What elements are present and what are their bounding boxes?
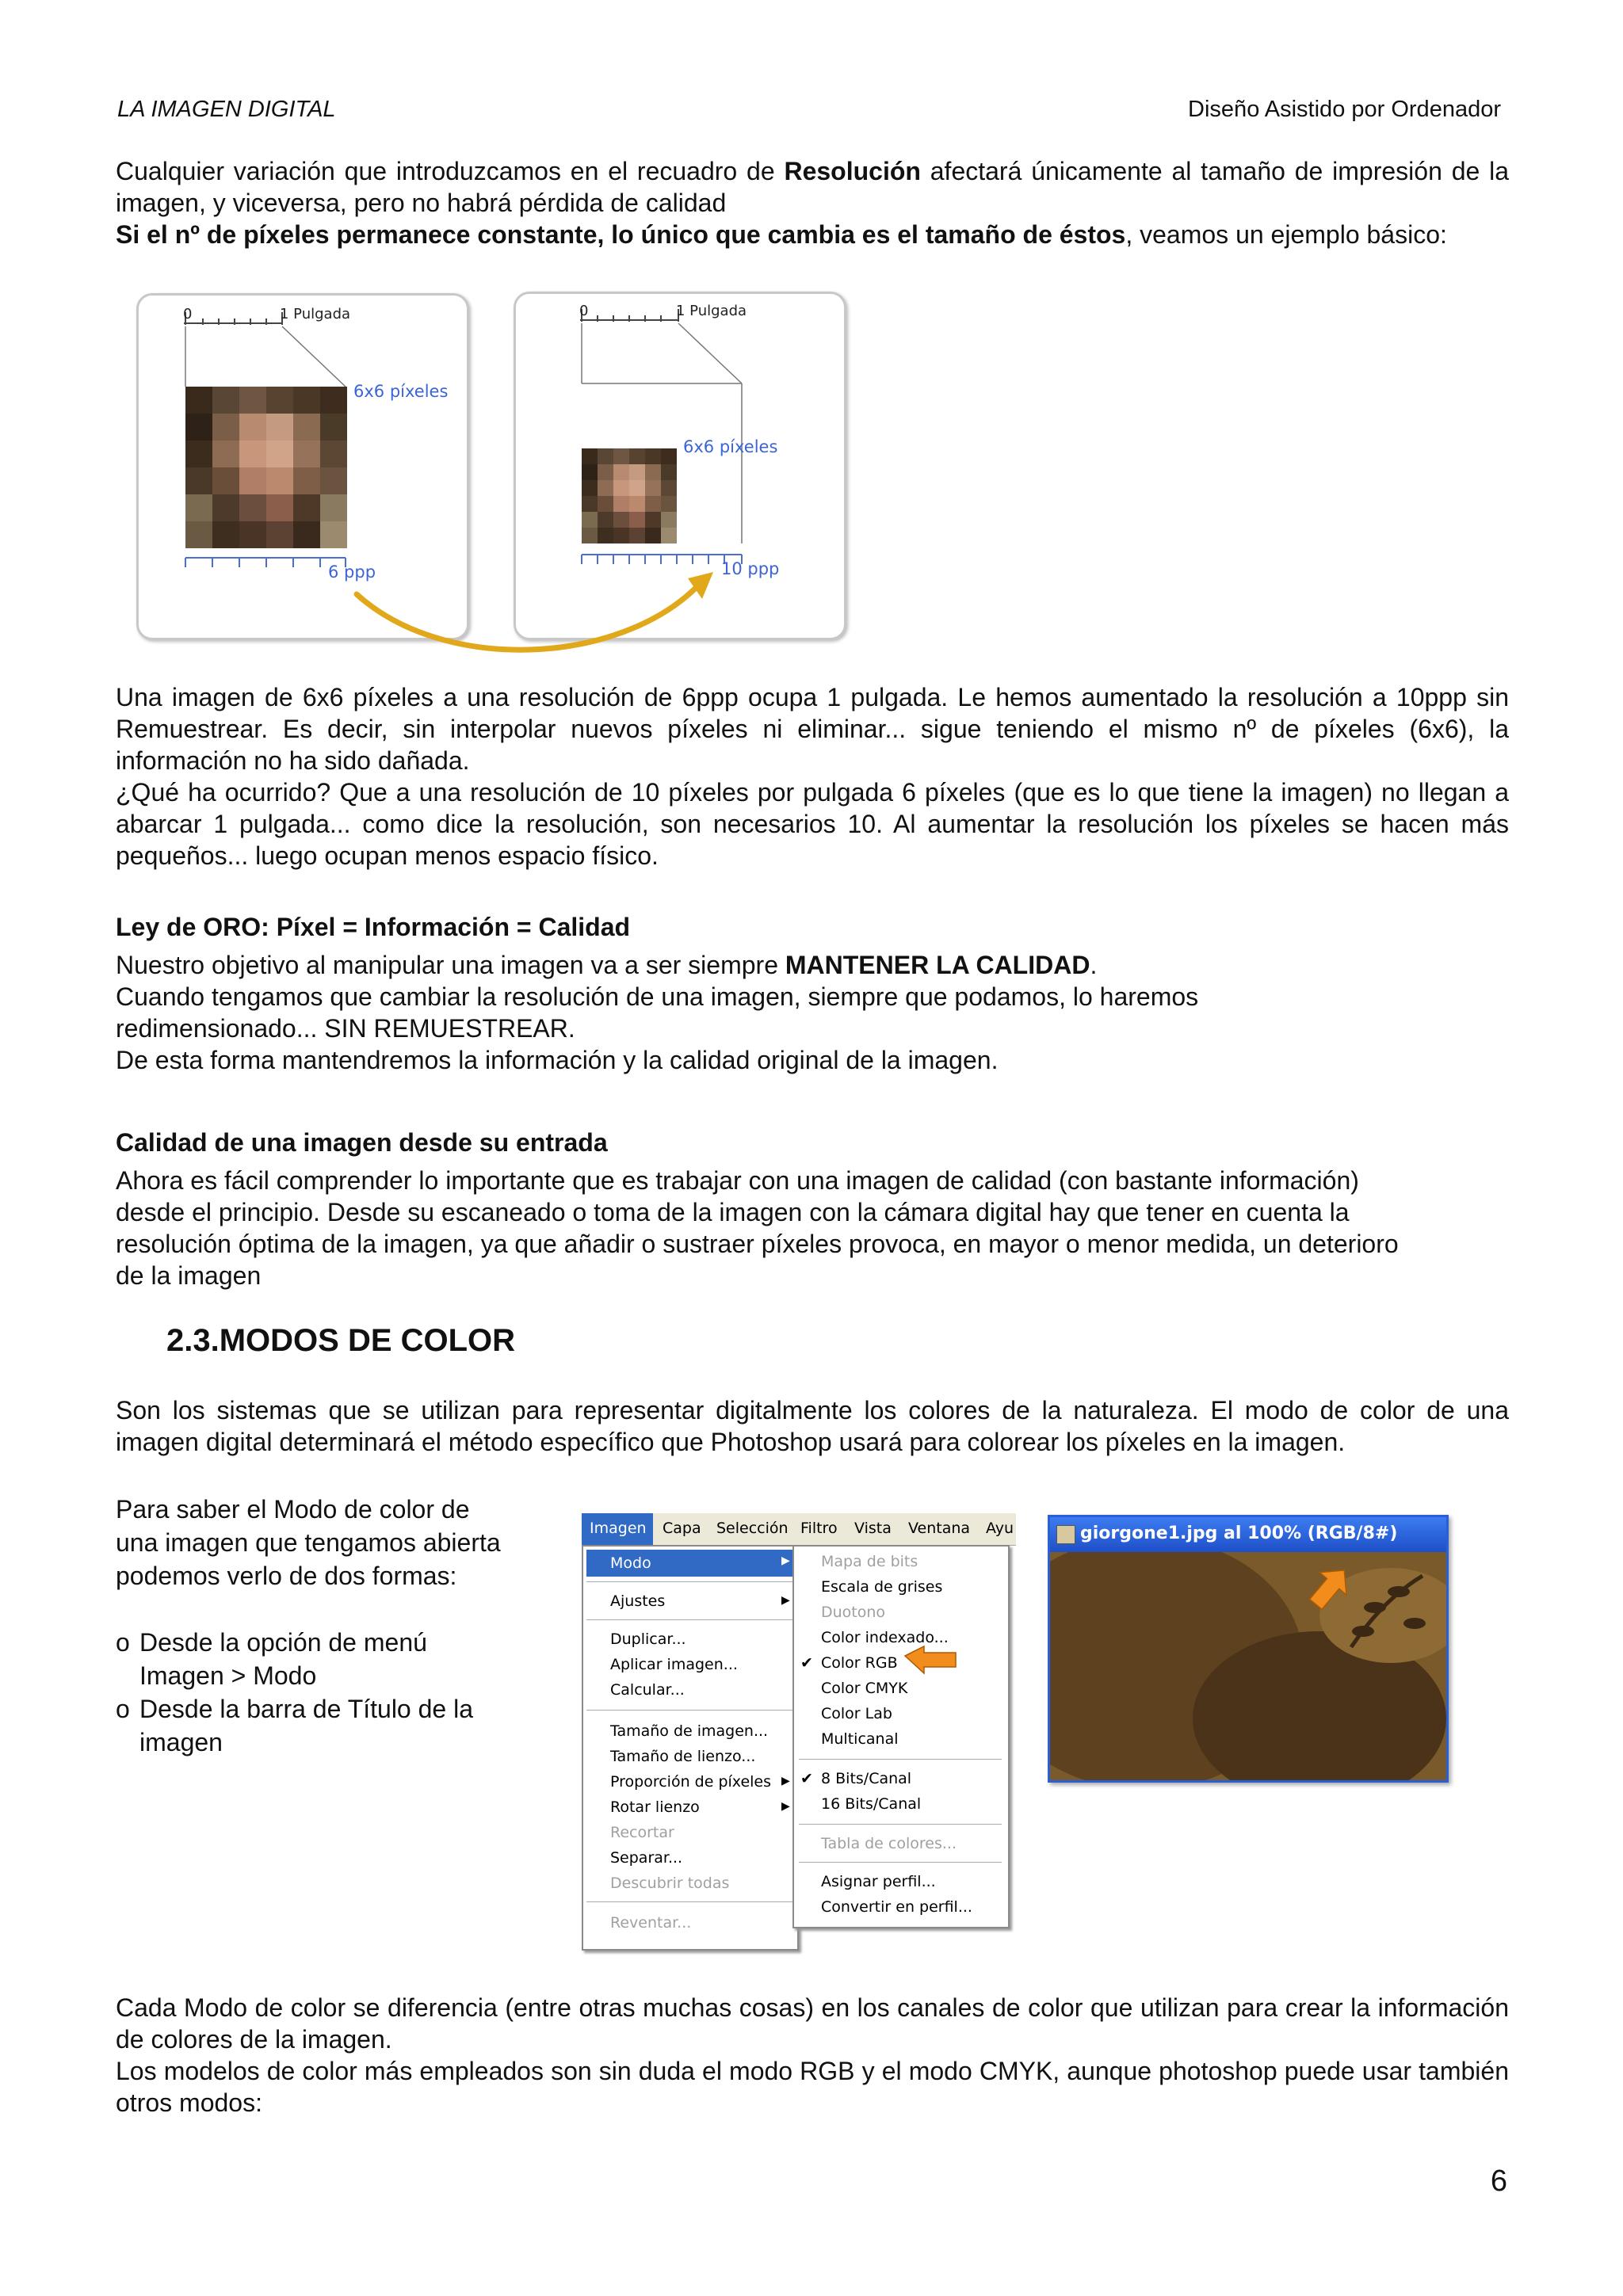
pixel-grid-small [582,448,677,543]
menu-item-modo[interactable]: Modo [610,1554,651,1572]
calidad-heading: Calidad de una imagen desde su entrada [116,1128,608,1157]
intro-paragraph-1: Cualquier variación que introduzcamos en el recuadro de Resolución afectará únicamente al tamaño de impresión de la imagen, y viceversa, pero no habrá pérdida de calidad [116,157,1510,217]
pixel-grid-large [185,387,347,548]
calidad-line-1: Ahora es fácil comprender lo importante que es trabajar con una imagen de calidad (con bastante información) [116,1166,1359,1195]
menu-item-recortar[interactable]: Recortar [610,1824,674,1841]
section-intro-paragraph: Son los sistemas que se utilizan para representar digitalmente los colores de la naturaleza. El modo de color de una imagen digital determinará el método específico que Photoshop usará para colorear los píxeles en la imagen. [116,1396,1509,1456]
ley-oro-line-4: De esta forma mantendremos la información y la calidad original de la imagen. [116,1046,999,1074]
how-to-line-3: podemos verlo de dos formas: [116,1562,457,1590]
ley-oro-line-1: Nuestro objetivo al manipular una imagen va a ser siempre MANTENER LA CALIDAD. [116,951,1098,979]
pixels-label-left: 6x6 píxeles [353,382,449,401]
ruler-start-right: 0 [579,303,589,319]
header-left: LA IMAGEN DIGITAL [117,97,336,122]
submenu-arrow-icon: ▶ [781,1554,790,1567]
image-menu-dropdown [582,1545,799,1951]
resolution-label-left: 6 ppp [328,563,376,582]
ley-oro-line-3: redimensionado... SIN REMUESTREAR. [116,1014,575,1043]
calidad-section [116,1127,1509,1291]
ley-oro-heading: Ley de ORO: Píxel = Información = Calidad [116,913,631,941]
ruler-top-right [580,309,678,322]
submenu-item-mapa-bits[interactable]: Mapa de bits [821,1553,918,1570]
calidad-line-3: resolución óptima de la imagen, ya que añadir o sustraer píxeles provoca, en mayor o menor medida, un deterioro [116,1230,1399,1258]
explanation-paragraph-1: Una imagen de 6x6 píxeles a una resolución de 6ppp ocupa 1 pulgada. Le hemos aumentado la resolución a 10ppp sin Remuestrear. Es decir, sin interpolar nuevos píxeles ni eliminar... sigue teniendo el mismo nº de píxeles (6x6), la información no ha sido dañada. [116,683,1509,775]
page-number: 6 [1490,2164,1507,2198]
ruler-end-left: 1 Pulgada [280,306,351,322]
menu-imagen[interactable]: Imagen [590,1520,647,1537]
submenu-item-duotono[interactable]: Duotono [821,1604,886,1621]
resolution-figure-drawing [0,0,1623,713]
submenu-item-16-bits[interactable]: 16 Bits/Canal [821,1795,922,1813]
menu-filtro[interactable]: Filtro [800,1520,838,1537]
how-to-list-item [116,1626,559,1692]
menu-item-duplicar[interactable]: Duplicar... [610,1630,686,1648]
submenu-item-asignar-perfil[interactable]: Asignar perfil... [821,1873,936,1890]
menu-item-descubrir-todas[interactable]: Descubrir todas [610,1875,730,1892]
submenu-item-multicanal[interactable]: Multicanal [821,1730,899,1748]
bullet-icon: o [116,1695,130,1723]
window-title: giorgone1.jpg al 100% (RGB/8#) [1080,1524,1398,1543]
section-title: MODOS DE COLOR [219,1323,516,1358]
menu-item-separar[interactable]: Separar... [610,1849,683,1867]
list-item-line: imagen [139,1728,223,1756]
header-right: Diseño Asistido por Ordenador [1188,97,1501,122]
section-number: 2.3. [166,1323,220,1358]
ley-oro-line-2: Cuando tengamos que cambiar la resolución de una imagen, siempre que podamos, lo haremos [116,982,1199,1011]
list-item-line: Desde la opción de menú [139,1628,427,1657]
closing-paragraph-1: Cada Modo de color se diferencia (entre otras muchas cosas) en los canales de color que utilizan para crear la información de colores de la imagen. [116,1993,1509,2054]
submenu-item-color-lab[interactable]: Color Lab [821,1705,892,1722]
checkmark-icon: ✔ [800,1654,813,1672]
how-to-line-1: Para saber el Modo de color de [116,1495,470,1524]
how-to-list-item [116,1692,559,1759]
menu-item-reventar[interactable]: Reventar... [610,1914,692,1932]
menu-ventana[interactable]: Ventana [908,1520,971,1537]
orange-arrow-icon [1305,1565,1353,1612]
submenu-item-color-indexado[interactable]: Color indexado... [821,1629,949,1646]
ley-oro-section [116,911,1509,1076]
submenu-arrow-icon: ▶ [781,1594,790,1607]
menu-capa[interactable]: Capa [663,1520,701,1537]
submenu-item-color-rgb[interactable]: Color RGB [821,1654,898,1672]
menubar [582,1513,1016,1546]
calidad-line-4: de la imagen [116,1261,262,1290]
menu-item-aplicar-imagen[interactable]: Aplicar imagen... [610,1656,738,1673]
menu-item-tamano-imagen[interactable]: Tamaño de imagen... [610,1722,769,1740]
bullet-icon: o [116,1628,130,1657]
list-item-line: Desde la barra de Título de la [139,1695,473,1723]
how-to-line-2: una imagen que tengamos abierta [116,1528,501,1557]
submenu-item-convertir-perfil[interactable]: Convertir en perfil... [821,1898,972,1916]
closing-paragraph-2: Los modelos de color más empleados son sin duda el modo RGB y el modo CMYK, aunque photoshop puede usar también otros modos: [116,2057,1509,2117]
submenu-item-escala-grises[interactable]: Escala de grises [821,1578,943,1596]
modo-submenu [792,1545,1010,1928]
ruler-top-left [184,312,282,325]
menu-item-proporcion-pixeles[interactable]: Proporción de píxeles [610,1773,771,1791]
submenu-item-color-cmyk[interactable]: Color CMYK [821,1680,908,1697]
resolution-label-right: 10 ppp [721,559,780,578]
window-titlebar[interactable] [1050,1517,1446,1552]
intro-paragraph-2: Si el nº de píxeles permanece constante, lo único que cambia es el tamaño de éstos, veamos un ejemplo básico: [116,220,1447,249]
menu-vista[interactable]: Vista [854,1520,892,1537]
submenu-item-8-bits[interactable]: 8 Bits/Canal [821,1770,912,1787]
list-item-line: Imagen > Modo [139,1661,317,1690]
submenu-arrow-icon: ▶ [781,1775,790,1787]
explanation-text [116,681,1509,871]
painting-image [1050,1552,1446,1782]
submenu-item-tabla-colores[interactable]: Tabla de colores... [821,1835,957,1852]
how-to-text [116,1493,559,1759]
closing-text [116,1992,1509,2119]
curved-arrow-icon [357,586,697,650]
calidad-line-2: desde el principio. Desde su escaneado o toma de la imagen con la cámara digital hay que tener en cuenta la [116,1198,1350,1226]
section-intro [116,1394,1509,1458]
section-heading [166,1323,515,1359]
document-icon [1056,1525,1075,1544]
image-window [1048,1515,1449,1783]
checkmark-icon: ✔ [800,1770,813,1787]
menu-seleccion[interactable]: Selección [716,1520,789,1537]
ruler-start-left: 0 [183,306,193,322]
menu-item-rotar-lienzo[interactable]: Rotar lienzo [610,1798,700,1816]
orange-arrow-icon [903,1645,959,1684]
menu-item-ajustes[interactable]: Ajustes [610,1592,666,1610]
menu-item-calcular[interactable]: Calcular... [610,1681,685,1699]
submenu-arrow-icon: ▶ [781,1800,790,1813]
ruler-end-right: 1 Pulgada [676,303,747,319]
pixels-label-right: 6x6 píxeles [683,437,778,456]
menu-ayuda[interactable]: Ayu [986,1520,1014,1537]
menu-item-tamano-lienzo[interactable]: Tamaño de lienzo... [610,1748,756,1765]
explanation-paragraph-2: ¿Qué ha ocurrido? Que a una resolución de 10 píxeles por pulgada 6 píxeles (que es lo que tiene la imagen) no llegan a abarcar 1 pulgada... como dice la resolución, son necesarios 10. Al aumentar la resolución los píxeles se hacen más pequeños... luego ocupan menos espacio físico. [116,778,1509,870]
